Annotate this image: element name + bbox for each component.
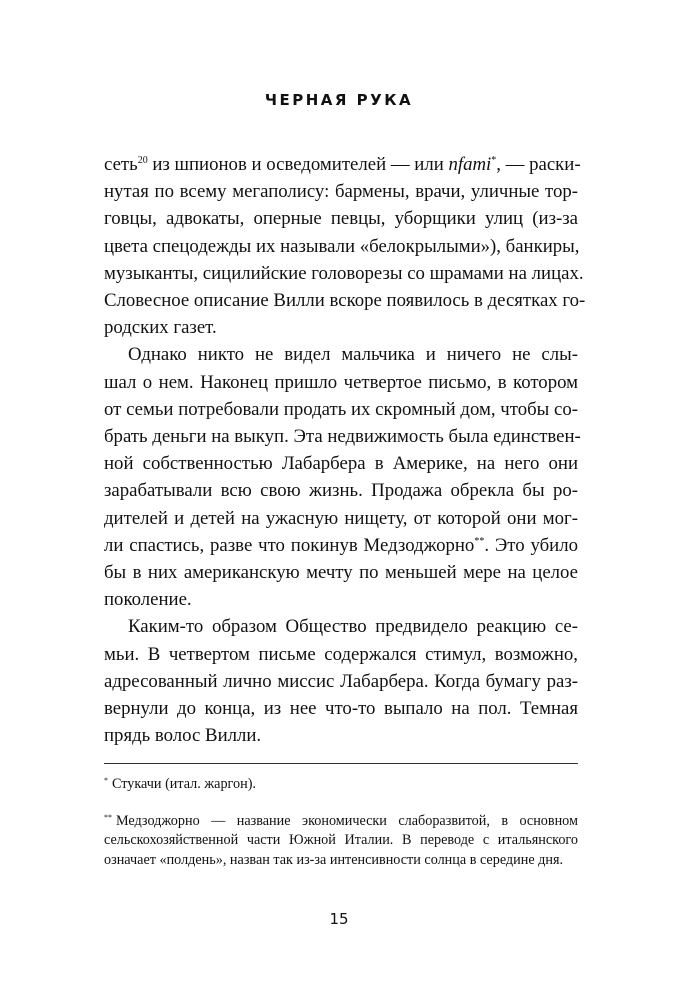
text-line: Каким-то образом Общество предвидело реакцию се- bbox=[128, 616, 578, 638]
footnote-mark: ** bbox=[104, 812, 112, 822]
body-text bbox=[104, 151, 586, 749]
text-line: сеть$^{20}$ из шпионов и осведомителей — или nfami*, — раски- bbox=[104, 154, 581, 175]
text-line: от семьи потребовали продать их скромный дом, чтобы со- bbox=[104, 398, 578, 420]
text-line: бы в них американскую мечту по меньшей мере на целое bbox=[104, 562, 578, 584]
text-line: шал о нем. Наконец пришло четвертое письмо, в котором bbox=[104, 371, 578, 393]
footnote-divider bbox=[104, 763, 578, 764]
page-number: 15 bbox=[329, 910, 349, 928]
text-line: ной собственностью Лабарбера в Америке, на него они bbox=[104, 453, 578, 475]
text-line: вернули до конца, из нее что-то выпало на пол. Темная bbox=[104, 698, 578, 720]
text-line: родских газет. bbox=[104, 317, 217, 339]
text-line: Однако никто не видел мальчика и ничего не слы- bbox=[128, 344, 578, 366]
text-line: брать деньги на выкуп. Эта недвижимость была единствен- bbox=[104, 426, 581, 448]
text-line: музыканты, сицилийские головорезы со шрамами на лицах. bbox=[104, 262, 584, 284]
footnote bbox=[104, 775, 578, 795]
text-line: прядь волос Вилли. bbox=[104, 725, 262, 747]
italic-term: nfami bbox=[448, 154, 492, 175]
endnote-ref: 20 bbox=[137, 155, 148, 166]
footnote-ref: ** bbox=[474, 535, 485, 547]
text-line: цвета спецодежды их называли «белокрылыми»), банкиры, bbox=[104, 235, 580, 257]
footnotes bbox=[104, 775, 578, 887]
text-line: мьи. В четвертом письме содержался стимул, возможно, bbox=[104, 643, 578, 665]
text-line: ли спастись, разве что покинув Медзоджорно**. Это убило bbox=[104, 534, 578, 556]
text-line: адресованный лично миссис Лабарбера. Когда бумагу раз- bbox=[104, 670, 578, 692]
text-line: дителей и детей на ужасную нищету, от которой они мог- bbox=[104, 507, 578, 529]
footnote bbox=[104, 812, 578, 871]
text-line: зарабатывали всю свою жизнь. Продажа обрекла бы ро- bbox=[104, 480, 578, 502]
text-line: говцы, адвокаты, оперные певцы, уборщики улиц (из-за bbox=[104, 208, 578, 230]
footnote-mark: * bbox=[104, 776, 108, 785]
running-head: ЧЕРНАЯ РУКА bbox=[264, 91, 414, 109]
footnote-text: Медзоджорно — название экономически слаборазвитой, в основном сельскохозяйственной части Южной Италии. В переводе с итальянского означает «полдень», назван так из-за интенсивности солнца в середине дня. bbox=[104, 812, 578, 868]
footnote-ref: * bbox=[491, 155, 497, 166]
text-line: Словесное описание Вилли вскоре появилось в десятках го- bbox=[104, 290, 586, 312]
text-line: поколение. bbox=[104, 589, 192, 611]
footnote-text: Стукачи (итал. жаргон). bbox=[112, 776, 256, 792]
text-line: нутая по всему мегаполису: бармены, врачи, уличные тор- bbox=[104, 181, 578, 203]
